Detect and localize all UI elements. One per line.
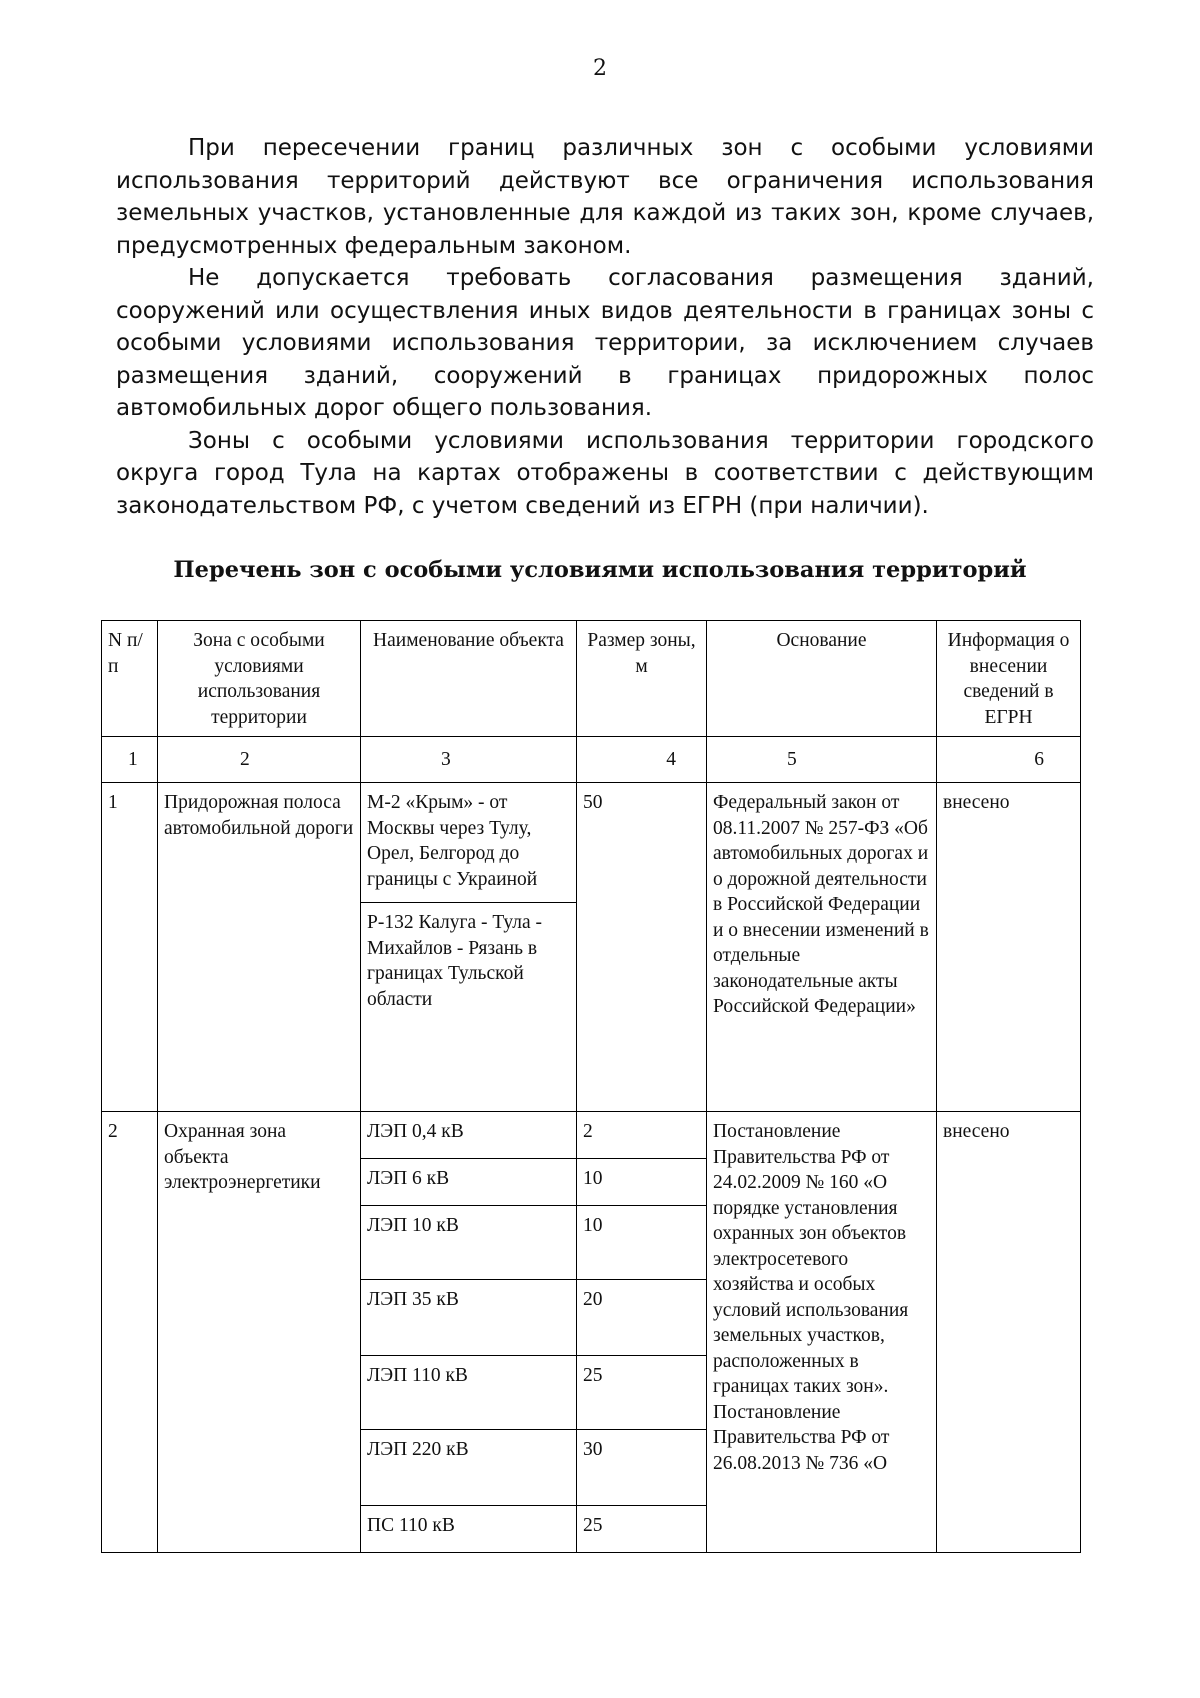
zone-size: 20 — [577, 1280, 707, 1356]
egrn-status: внесено — [937, 783, 1081, 1112]
column-number: 3 — [361, 737, 577, 783]
object-name: ЛЭП 10 кВ — [361, 1206, 577, 1280]
header-num: N п/п — [102, 621, 158, 737]
zone-size: 50 — [577, 783, 707, 1112]
column-number: 4 — [577, 737, 707, 783]
column-number: 5 — [707, 737, 937, 783]
zone-size: 25 — [577, 1506, 707, 1553]
object-name: ПС 110 кВ — [361, 1506, 577, 1553]
zone-size: 30 — [577, 1430, 707, 1506]
object-name: Р-132 Калуга - Тула - Михайлов - Рязань в границах Тульской области — [361, 903, 577, 1112]
zone-size: 25 — [577, 1356, 707, 1430]
object-name: ЛЭП 35 кВ — [361, 1280, 577, 1356]
row-num: 2 — [102, 1112, 158, 1553]
header-egrn: Информация о внесении сведений в ЕГРН — [937, 621, 1081, 737]
zones-table — [101, 620, 1081, 1553]
list-title: Перечень зон с особыми условиями использования территорий — [173, 557, 1027, 583]
zone-name: Охранная зона объекта электроэнергетики — [158, 1112, 361, 1553]
header-object: Наименование объекта — [361, 621, 577, 737]
zone-size: 2 — [577, 1112, 707, 1159]
object-name: ЛЭП 6 кВ — [361, 1159, 577, 1206]
zone-name: Придорожная полоса автомобильной дороги — [158, 783, 361, 1112]
header-zone: Зона с особыми условиями использования территории — [158, 621, 361, 737]
zone-size: 10 — [577, 1159, 707, 1206]
header-size: Размер зоны, м — [577, 621, 707, 737]
table-row — [102, 783, 1081, 903]
row-num: 1 — [102, 783, 158, 1112]
object-name: ЛЭП 110 кВ — [361, 1356, 577, 1430]
object-name: М-2 «Крым» - от Москвы через Тулу, Орел, Белгород до границы с Украиной — [361, 783, 577, 903]
object-name: ЛЭП 220 кВ — [361, 1430, 577, 1506]
header-basis: Основание — [707, 621, 937, 737]
intro-text — [116, 132, 1094, 522]
column-number: 6 — [937, 737, 1081, 783]
column-number: 2 — [158, 737, 361, 783]
table-row — [102, 1112, 1081, 1159]
column-number: 1 — [102, 737, 158, 783]
paragraph-2: Не допускается требовать согласования размещения зданий, сооружений или осуществления иных видов деятельности в границах зоны с особыми условиями использования территории, за исключением случаев размещения зданий, сооружений в границах придорожных полос автомобильных дорог общего пользования. — [116, 265, 1094, 421]
egrn-status: внесено — [937, 1112, 1081, 1553]
object-name: ЛЭП 0,4 кВ — [361, 1112, 577, 1159]
paragraph-1: При пересечении границ различных зон с особыми условиями использования территорий действуют все ограничения использования земельных участков, установленные для каждой из таких зон, кроме случаев, предусмотренных федеральным законом. — [116, 135, 1094, 259]
basis-text: Федеральный закон от 08.11.2007 № 257-ФЗ «Об автомобильных дорогах и о дорожной деятельности в Российской Федерации и о внесении изменений в отдельные законодательные акты Российской Федерации» — [707, 783, 937, 1112]
zone-size: 10 — [577, 1206, 707, 1280]
table-header-row — [102, 621, 1081, 737]
paragraph-3: Зоны с особыми условиями использования территории городского округа город Тула на картах отображены в соответствии с действующим законодательством РФ, с учетом сведений из ЕГРН (при наличии). — [116, 427, 1094, 519]
basis-text: Постановление Правительства РФ от 24.02.2009 № 160 «О порядке установления охранных зон объектов электросетевого хозяйства и особых условий использования земельных участков, расположенных в границах таких зон». Постановление Правительства РФ от 26.08.2013 № 736 «О — [707, 1112, 937, 1553]
column-numbers-row — [102, 737, 1081, 783]
page-number: 2 — [593, 56, 607, 81]
